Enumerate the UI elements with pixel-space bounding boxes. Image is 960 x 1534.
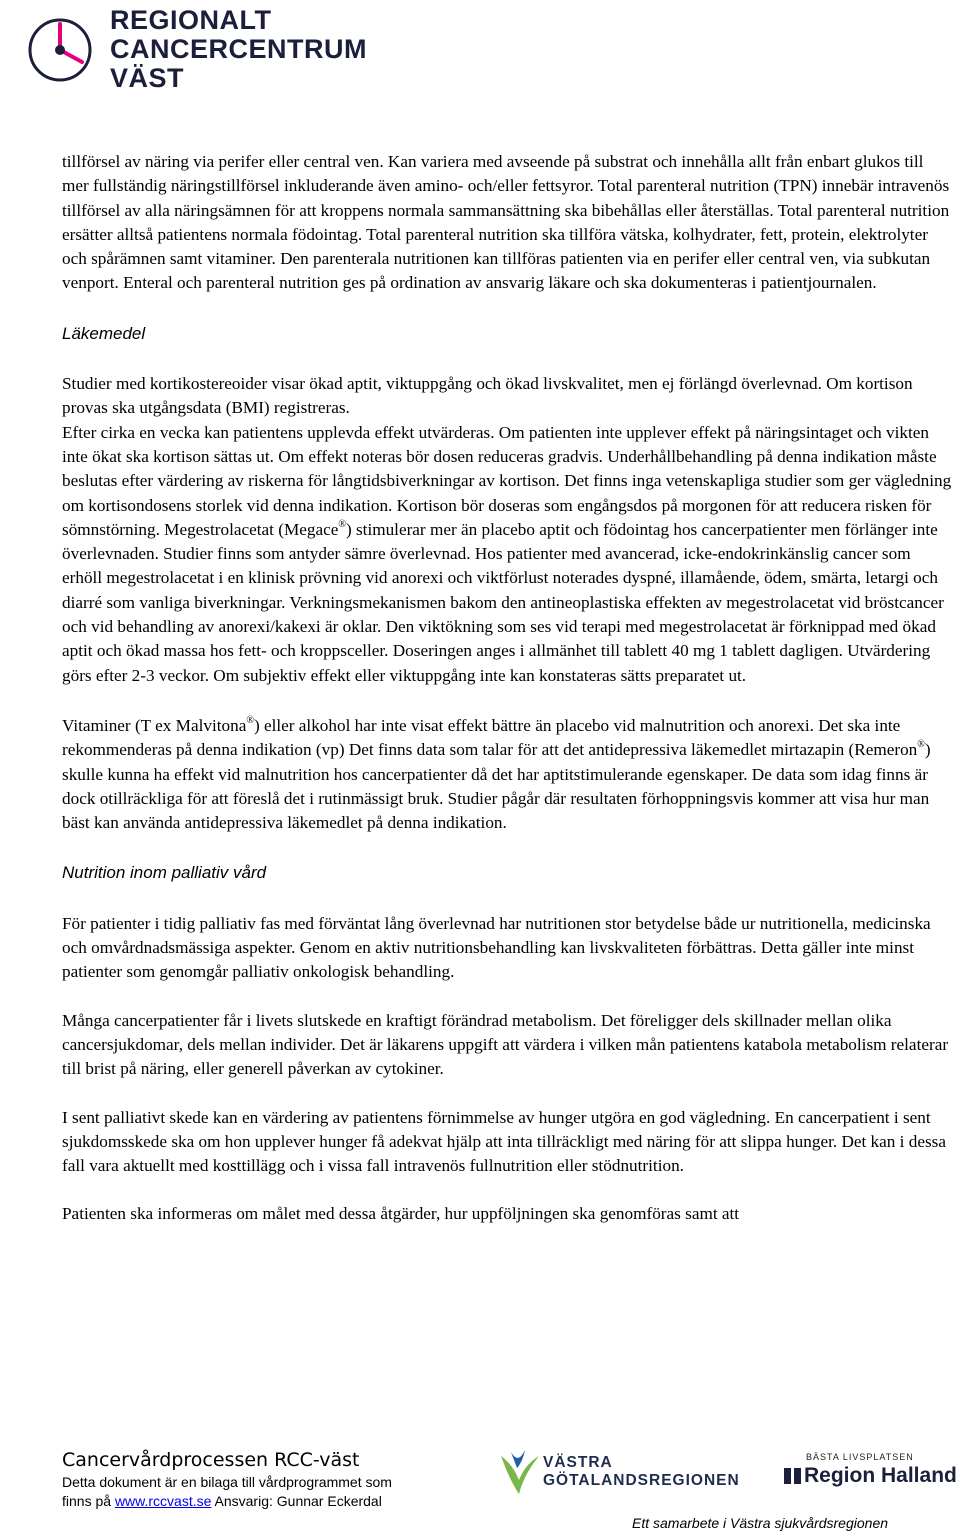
registered-mark: ® bbox=[917, 739, 925, 751]
vastra-gotalandsregionen-logo bbox=[495, 1448, 740, 1498]
paragraph-tpn: tillförsel av näring via perifer eller central ven. Kan variera med avseende på substrat och innehålla allt från enbart glukos till mer fullständig näringstillförsel inkluderande även amino- och/eller fettsyror. Total parenteral nutrition (TPN) innebär intravenös tillförsel av alla näringsämnen för att kroppens normala sammansättning ska bibehållas eller återställas. Total parenteral nutrition ersätter alltså patientens normala födointag. Total parenteral nutrition ska tillföra vätska, kolhydrater, fett, protein, elektrolyter och spårämnen samt vitaminer. Den parenterala nutritionen kan tillföras patienten via en perifer eller central ven, via subkutan venport. Enteral och parenteral nutrition ges på ordination av ansvarig läkare och ska dokumenteras i patientjournalen. bbox=[62, 152, 950, 293]
vgr-line-1: VÄSTRA bbox=[543, 1454, 613, 1471]
registered-mark: ® bbox=[246, 714, 254, 726]
collaboration-note: Ett samarbete i Västra sjukvårdsregionen bbox=[632, 1515, 889, 1531]
footer-title: Cancervårdprocessen RCC-väst bbox=[62, 1449, 360, 1471]
footer-info bbox=[62, 1447, 462, 1511]
rcc-vast-logo bbox=[20, 5, 367, 96]
footer-line-1: Detta dokument är en bilaga till vårdprogrammet som bbox=[62, 1474, 392, 1490]
rccvast-link[interactable]: www.rccvast.se bbox=[114, 1493, 212, 1509]
paragraph-metabolism: Många cancerpatienter får i livets slutskede en kraftigt förändrad metabolism. Det föreligger dels skillnader mellan olika cancersjukdomar, dels mellan individer. Det är läkarens uppgift att värdera i vilken mån patientens katabola metabolism relaterar till brist på näring, eller generell påverkan av cytokiner. bbox=[62, 1010, 949, 1079]
footer-line-2-suffix: Ansvarig: Gunnar Eckerdal bbox=[211, 1493, 382, 1509]
vgr-line-2: GÖTALANDSREGIONEN bbox=[543, 1472, 740, 1489]
footer-line-2-prefix: finns på bbox=[62, 1493, 115, 1509]
paragraph-vitaminer-part3: ) skulle kunna ha effekt vid malnutrition hos cancerpatienter då det har aptitstimulerande egenskaper. De data som idag finns är dock otillräckliga för att föreslå det i rutinmässigt bruk. Studier pågår där resultaten förhoppningsvis kommer att visa hur man bäst kan använda antidepressiva läkemedlet på denna indikation. bbox=[62, 740, 931, 833]
paragraph-hunger: I sent palliativt skede kan en värdering av patientens förnimmelse av hunger utgöra en god vägledning. En cancerpatient i sent sjukdomsskede ska om hon upplever hunger få adekvat hjälp att inta tillräckligt med näring för att slippa hunger. Det kan i dessa fall vara aktuellt med kosttillägg och i vissa fall intravenös fullnutrition eller stödnutrition. bbox=[62, 1107, 946, 1176]
heading-palliativ: Nutrition inom palliativ vård bbox=[62, 863, 267, 883]
document-body bbox=[62, 150, 954, 1227]
paragraph-vitaminer-part1: Vitaminer (T ex Malvitona bbox=[62, 715, 247, 735]
logo-line-1: REGIONALT bbox=[110, 5, 272, 35]
paragraph-informeras: Patienten ska informeras om målet med dessa åtgärder, hur uppföljningen ska genomföras samt att bbox=[62, 1204, 740, 1224]
logo-line-3: VÄST bbox=[110, 63, 185, 93]
logo-wordmark bbox=[110, 6, 367, 93]
paragraph-vitaminer-part2: ) eller alkohol har inte visat effekt bättre än placebo vid malnutrition och anorexi. Det ska inte rekommenderas på denna indikation (vp) Det finns data som talar för att det antidepressiva läkemedlet mirtazapin (Remeron bbox=[62, 715, 918, 760]
region-halland-tagline: BÄSTA LIVSPLATSEN bbox=[806, 1452, 914, 1462]
region-halland-name: Region Halland bbox=[804, 1464, 957, 1487]
registered-mark: ® bbox=[338, 518, 346, 530]
paragraph-tidig-palliativ: För patienter i tidig palliativ fas med förväntat lång överlevnad har nutritionen stor betydelse både ur nutritionella, medicinska och omvårdnadsmässiga aspekter. Genom en aktiv nutritionsbehandling kan livskvaliteten förbättras. Detta gäller inte minst patienter som genomgår palliativ onkologisk behandling. bbox=[62, 913, 931, 982]
vgr-logo-mark-icon bbox=[495, 1448, 541, 1498]
paragraph-megestrol bbox=[62, 421, 954, 688]
paragraph-vitaminer bbox=[62, 714, 954, 835]
region-halland-logo bbox=[784, 1452, 960, 1498]
footer-line-2 bbox=[62, 1492, 462, 1511]
heading-lakemedel: Läkemedel bbox=[62, 323, 146, 343]
paragraph-megestrol-part2: ) stimulerar mer än placebo aptit och födointag hos cancerpatienter men förlänger inte överlevnaden. Studier finns som antyder sämre överlevnad. Hos patienter med avancerad, icke-endokrinkänslig cancer som erhöll megestrolacetat i en klinisk prövning vid anorexi och viktförlust noterades dyspné, illamående, ödem, smärta, letargi och diarré som vanliga biverkningar. Verkningsmekanismen bakom den antineoplastiska effekten av megestrolacetat vid bröstcancer och vid behandling av anorexi/kakexi är oklar. Den viktökning som ses vid terapi med megestrolacetat är förknippad med ökad aptit och ökad massa hos fett- och kroppsceller. Doseringen anges i allmänhet till tablett 40 mg 1 tablett dagligen. Utvärdering görs efter 2-3 veckor. Om subjektiv effekt eller viktuppgång inte kan konstateras sätts preparatet ut. bbox=[62, 519, 944, 685]
paragraph-megestrol-part1: Efter cirka en vecka kan patientens upplevda effekt utvärderas. Om patienten inte upplever effekt på näringsintaget och vikten inte ökat ska kortison sättas ut. Om effekt noteras bör dosen reduceras gradvis. Underhållbehandling på denna indikation måste beslutas efter värdering av riskerna för långtidsbiverkningar av kortison. Det finns inga vetenskapliga studier som ger vägledning om kortisondosens storlek vid denna indikation. Kortison bör doseras som engångsdos på morgonen för att reducera risken för sömnstörning. Megestrolacetat (Megace bbox=[62, 422, 952, 539]
rcc-logo-mark-icon bbox=[20, 10, 100, 94]
paragraph-kortiko: Studier med kortikostereoider visar ökad aptit, viktuppgång och ökad livskvalitet, men ej förlängd överlevnad. Om kortison provas ska utgångsdata (BMI) registreras. bbox=[62, 374, 913, 418]
region-halland-mark-icon bbox=[784, 1468, 802, 1484]
logo-line-2: CANCERCENTRUM bbox=[110, 34, 367, 64]
vgr-wordmark bbox=[543, 1454, 740, 1490]
